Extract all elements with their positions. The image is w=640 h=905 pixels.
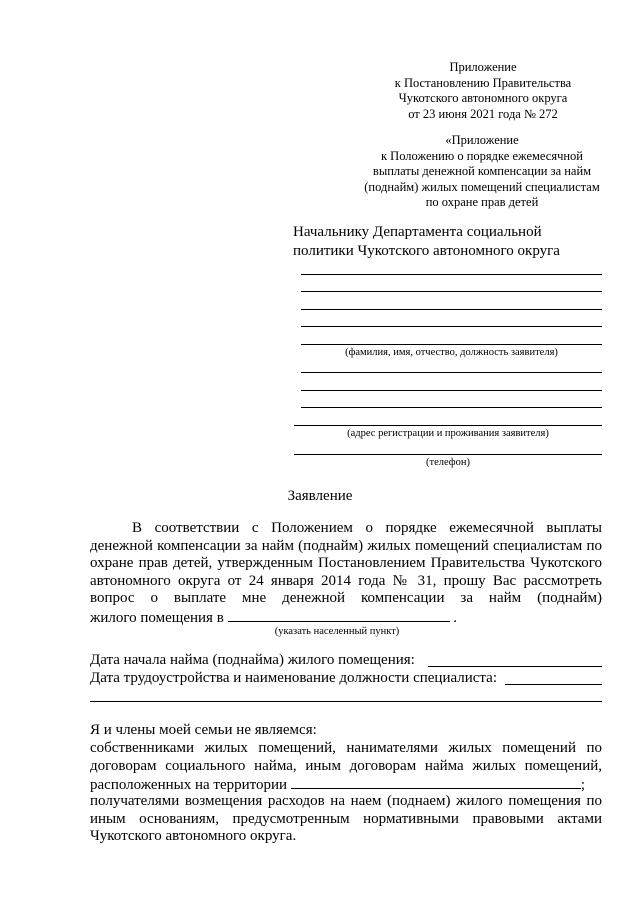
address-caption: (адрес регистрации и проживания заявителя) <box>347 428 549 439</box>
appendix-line: Чукотского автономного округа <box>398 91 568 105</box>
phone-caption: (телефон) <box>426 457 470 468</box>
phone-line[interactable] <box>294 454 602 455</box>
employment-field[interactable] <box>505 684 602 685</box>
lease-start-field[interactable] <box>428 666 602 667</box>
premises-prefix: жилого помещения в <box>90 610 224 626</box>
employment-field-continued[interactable] <box>90 701 602 702</box>
regulation-line: «Приложение <box>445 133 519 147</box>
address-line[interactable] <box>301 407 602 408</box>
premises-line <box>90 608 602 628</box>
owners-paragraph <box>90 740 602 775</box>
addressee-line: Начальнику Департамента социальной <box>293 224 542 240</box>
addressee <box>293 223 560 261</box>
address-line[interactable] <box>301 390 602 391</box>
territory-line <box>90 775 602 795</box>
applicant-name-line[interactable] <box>301 344 602 345</box>
request-paragraph <box>90 520 602 608</box>
appendix-line: Приложение <box>449 60 517 74</box>
regulation-line: по охране прав детей <box>425 195 539 209</box>
address-line[interactable] <box>301 372 602 373</box>
addressee-line: политики Чукотского автономного округа <box>293 243 560 259</box>
applicant-name-line[interactable] <box>301 274 602 275</box>
employment-label: Дата трудоустройства и наименование должности специалиста: <box>90 670 497 686</box>
appendix-line: от 23 июня 2021 года № 272 <box>408 106 558 121</box>
applicant-name-caption: (фамилия, имя, отчество, должность заявителя) <box>345 347 558 358</box>
regulation-line: к Положению о порядке ежемесячной <box>380 148 583 163</box>
owners-text: собственниками жилых помещений, нанимателями жилых помещений по договорам социального найма, иным договорам найма жилых помещений, <box>90 740 602 774</box>
territory-prefix: расположенных на территории <box>90 777 288 793</box>
applicant-name-line[interactable] <box>301 326 602 327</box>
applicant-name-line[interactable] <box>301 309 602 310</box>
lease-start-label: Дата начала найма (поднайма) жилого помещения: <box>90 652 415 668</box>
territory-suffix: ; <box>580 777 585 793</box>
family-intro: Я и члены моей семьи не являемся: <box>90 722 317 738</box>
request-text: В соответствии с Положением о порядке ежемесячной выплаты денежной компенсации за найм (поднайм) жилых помещений специалистам по охране прав детей, утвержденным Постановлением Правительства Чукотского автономного округа от 24 января 2014 года № 31, прошу Вас рассмотреть вопрос о выплате мне денежной компенсации за найм (поднайм) <box>90 520 602 607</box>
appendix-header <box>323 60 640 122</box>
regulation-header <box>322 133 640 211</box>
regulation-line: (поднайм) жилых помещений специалистам <box>364 179 600 194</box>
locality-caption: (указать населенный пункт) <box>274 626 400 637</box>
appendix-line: к Постановлению Правительства <box>394 75 572 90</box>
document-title: Заявление <box>287 488 353 504</box>
address-line[interactable] <box>294 425 602 426</box>
recipients-text: получателями возмещения расходов на наем (поднаем) жилого помещения по иным основаниям, предусмотренным нормативными правовыми актами Чукотского автономного округа. <box>90 793 602 845</box>
recipients-paragraph <box>90 793 602 846</box>
premises-suffix: . <box>453 610 458 626</box>
applicant-name-line[interactable] <box>301 291 602 292</box>
regulation-line: выплаты денежной компенсации за найм <box>372 164 592 178</box>
territory-field[interactable] <box>291 775 581 789</box>
locality-field[interactable] <box>228 608 450 622</box>
